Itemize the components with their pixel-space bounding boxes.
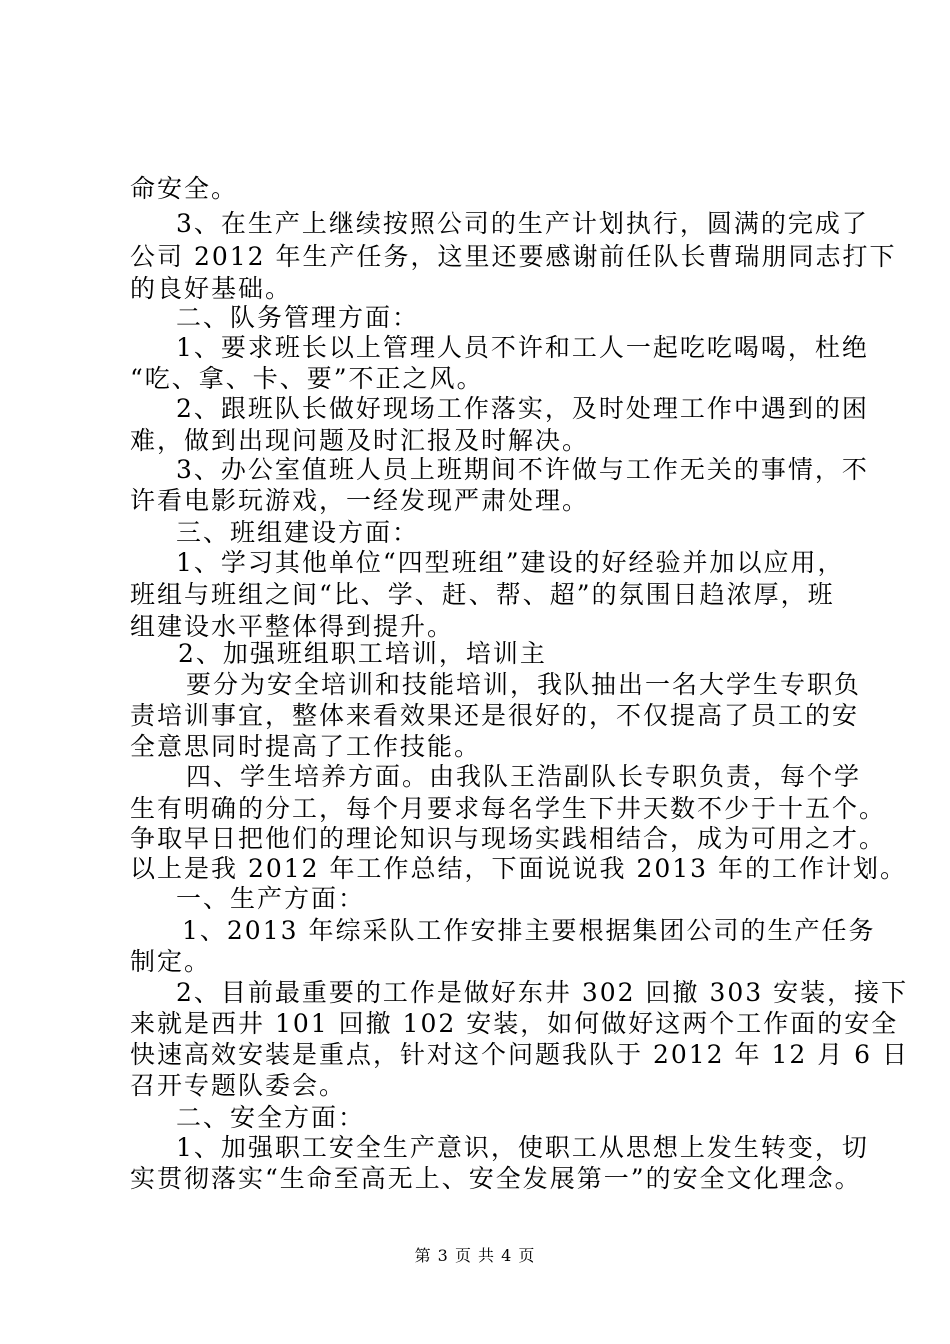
body-line: 1、要求班长以上管理人员不许和工人一起吃吃喝喝，杜绝: [176, 333, 869, 362]
body-line: 生有明确的分工，每个月要求每名学生下井天数不少于十五个。: [130, 794, 887, 823]
section-heading: 二、队务管理方面：: [176, 303, 420, 332]
body-line: 命安全。: [130, 174, 239, 203]
body-line: 的良好基础。: [130, 274, 293, 303]
body-line: 以上是我 2012 年工作总结，下面说说我 2013 年的工作计划。: [130, 854, 908, 883]
body-line: 责培训事宜，整体来看效果还是很好的，不仅提高了员工的安: [130, 701, 860, 730]
body-line: 组建设水平整体得到提升。: [130, 612, 455, 641]
body-line: 来就是西井 101 回撤 102 安装，如何做好这两个工作面的安全: [130, 1009, 899, 1038]
body-line: 许看电影玩游戏，一经发现严肃处理。: [130, 486, 590, 515]
body-line: 快速高效安装是重点，针对这个问题我队于 2012 年 12 月 6 日: [130, 1040, 910, 1069]
body-line: 公司 2012 年生产任务，这里还要感谢前任队长曹瑞朋同志打下: [130, 242, 897, 271]
body-line: 实贯彻落实“生命至高无上、安全发展第一”的安全文化理念。: [130, 1164, 862, 1193]
body-line: 要分为安全培训和技能培训，我队抽出一名大学生专职负: [186, 670, 862, 699]
body-line: 1、加强职工安全生产意识，使职工从思想上发生转变，切: [176, 1133, 869, 1162]
body-line: 争取早日把他们的理论知识与现场实践相结合，成为可用之才。: [130, 824, 887, 853]
body-line: 制定。: [130, 947, 212, 976]
page-number-footer: 第 3 页 共 4 页: [414, 1246, 536, 1265]
section-heading: 三、班组建设方面：: [176, 518, 420, 547]
body-line: 全意思同时提高了工作技能。: [130, 732, 482, 761]
section-heading: 二、安全方面：: [176, 1103, 366, 1132]
body-line: 1、2013 年综采队工作安排主要根据集团公司的生产任务: [182, 916, 876, 945]
body-line: “吃、拿、卡、要”不正之风。: [130, 364, 484, 393]
body-line: 召开专题队委会。: [130, 1071, 347, 1100]
body-line: 班组与班组之间“比、学、赶、帮、超”的氛围日趋浓厚，班: [130, 580, 835, 609]
body-line: 2、目前最重要的工作是做好东井 302 回撤 303 安装，接下: [176, 978, 909, 1007]
body-line: 3、在生产上继续按照公司的生产计划执行，圆满的完成了: [176, 209, 869, 238]
body-line: 难，做到出现问题及时汇报及时解决。: [130, 426, 590, 455]
body-line: 3、办公室值班人员上班期间不许做与工作无关的事情，不: [176, 455, 869, 484]
section-heading: 四、学生培养方面。由我队王浩副队长专职负责，每个学: [186, 762, 862, 791]
section-heading: 一、生产方面：: [176, 884, 366, 913]
body-line: 1、学习其他单位“四型班组”建设的好经验并加以应用，: [176, 548, 845, 577]
body-line: 2、跟班队长做好现场工作落实，及时处理工作中遇到的困: [176, 394, 869, 423]
body-line: 2、加强班组职工培训，培训主: [178, 639, 547, 668]
